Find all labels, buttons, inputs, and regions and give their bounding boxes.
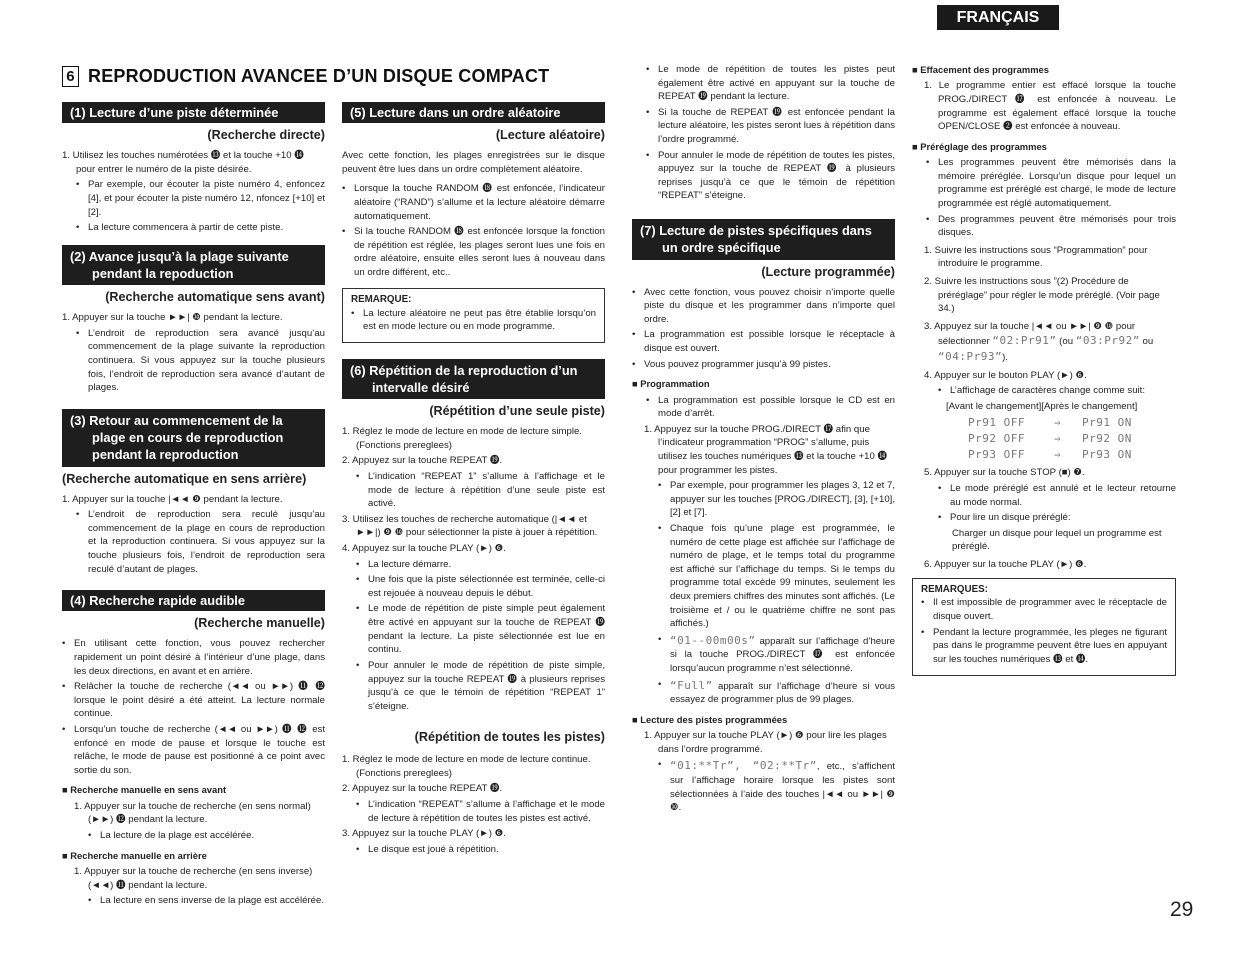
list-item: • La programmation est possible lorsque le réceptacle à disque est ouvert.: [632, 328, 895, 355]
list-item: • En utilisant cette fonction, vous pouvez rechercher rapidement un point désiré à l’intérieur d’une plage, dans les deux directions, en avant et en arrière.: [62, 637, 325, 678]
list-item: 1. Réglez le mode de lecture en mode de lecture simple. (Fonctions prereglees): [342, 426, 582, 451]
list-item: • Les programmes peuvent être mémorisés dans la mémoire préréglée. Lorsqu’un disque pour lequel un programme est préréglé est chargé, le mode de lecture programmée est réglé automatiquement.: [912, 156, 1176, 210]
page-number: 29: [1170, 898, 1194, 921]
list-item: • Le disque est joué à répétition.: [342, 843, 605, 857]
list-item: 6. Appuyer sur la touche PLAY (►) ❻.: [924, 558, 1087, 570]
section-7-subtitle: (Lecture programmée): [761, 264, 895, 279]
section-title: REPRODUCTION AVANCEE D’UN DISQUE COMPACT: [88, 66, 550, 86]
list-item: • “01--00m00s” apparaît sur l’affichage d’heure si la touche PROG./DIRECT ⓱ est enfoncée lorsqu’aucun programme n’est sélectionné.: [644, 633, 895, 676]
list-item: • Par exemple, our écouter la piste numéro 4, enfoncez [4], et pour écouter la piste numéro 12, nfoncez [+10] et [2].: [62, 178, 325, 219]
column-2: [342, 102, 605, 858]
notes-title: REMARQUES:: [921, 583, 988, 595]
list-item: • Relâcher la touche de recherche (◄◄ ou ►►) ⓫ ⓬ lorsque le point désiré a été atteint. La lecture normale continue.: [62, 680, 325, 721]
list-item: 1. Appuyer sur la touche |◄◄ ❾ pendant la lecture.: [62, 493, 283, 505]
list-item: • La lecture aléatoire ne peut pas être établie lorsqu’on est en mode lecture ou en mode programme.: [351, 307, 596, 334]
section-2-heading: (2) Avance jusqu’à la plage suivante pendant la repoduction: [62, 245, 325, 286]
column-4: [912, 63, 1176, 676]
list-item: • Pour lire un disque préréglé:: [924, 511, 1176, 525]
list-item: • L’endroit de reproduction sera reculé jusqu’au commencement de la plage en cours de reproduction et la reproduction continuera. Si vous appuyez sur la touche plusieurs fois, l’endroit de reproduction sera reculé d’autant de plages.: [62, 508, 325, 576]
list-item: • La programmation est possible lorsque le CD est en mode d’arrêt.: [632, 394, 895, 421]
list-item: • Par exemple, pour programmer les plages 3, 12 et 7, appuyer sur les touches [PROG./DIRECT], [3], [+10], [2] et [7].: [644, 479, 895, 520]
list-item: 3. Appuyez sur la touche |◄◄ ou ►►| ❾ ❿ pour sélectionner “02:Pr91” (ou “03:Pr92” ou “04:Pr93”).: [924, 320, 1154, 364]
subheading: ■ Lecture des pistes programmées: [632, 713, 895, 726]
list-item: • Le mode de répétition de piste simple peut également être activé en appuyant sur la touche de REPEAT ⓳ pendant la lecture. La piste sélectionnée est lue en continu.: [342, 602, 605, 656]
list-item: 1. Appuyer sur la touche de recherche (en sens inverse) (◄◄) ⓫ pendant la lecture.: [74, 865, 313, 891]
list-item: 1. Réglez le mode de lecture en mode de lecture continue. (Fonctions prereglees): [342, 754, 591, 779]
section-4-subtitle: (Recherche manuelle): [194, 616, 325, 631]
list-item: • Une fois que la piste sélectionnée est terminée, celle-ci est rejouée à nouveau depuis le début.: [342, 573, 605, 600]
subheading: ■ Programmation: [632, 377, 895, 390]
page-title: [62, 64, 622, 90]
section-3-heading: (3) Retour au commencement de la plage en cours de reproduction pendant la reproduction: [62, 409, 325, 467]
paragraph: Avec cette fonction, les plages enregistrées sur le disque peuvent être lues dans un ordre complètement aléatoire.: [342, 150, 605, 175]
list-item: • Vous pouvez programmer jusqu’à 99 pistes.: [632, 358, 895, 372]
list-item: Charger un disque pour lequel un programme est préréglé.: [952, 527, 1162, 553]
list-item: 4. Appuyez sur la touche PLAY (►) ❻.: [342, 543, 506, 555]
subheading: ■ Recherche manuelle en arrière: [62, 849, 325, 862]
list-item: • La lecture démarre.: [342, 558, 605, 572]
list-item: • Des programmes peuvent être mémorisés pour trois disques.: [912, 213, 1176, 240]
list-item: • L’indication “REPEAT 1” s’allume à l’affichage et le mode de lecture à répétition d’une seule piste est activé.: [342, 470, 605, 511]
list-item: 1. Appuyer sur la touche PLAY (►) ❻ pour lire les plages dans l’ordre programmé.: [644, 730, 887, 755]
section-6-subtitle: (Répétition d’une seule piste): [429, 404, 605, 419]
list-item: • Pendant la lecture programmée, les pleges ne figurant pas dans le programme peuvent être lues en appuyant sur les touches numériques ⓭ et ⓮.: [921, 626, 1167, 667]
list-item: 1. Utilisez les touches numérotées ⓭ et la touche +10 ⓮ pour entrer le numéro de la piste désirée.: [62, 150, 304, 175]
section-1-subtitle: (Recherche directe): [207, 128, 325, 143]
list-item: • Lorsqu’un touche de recherche (◄◄ ou ►►) ⓫ ⓬ est enfoncé en mode de pause et lorsque le touche est relâche, le mode de pause est positionné à ce point avec sortie du son.: [62, 723, 325, 777]
lcd-text: “01--00m00s”: [670, 633, 756, 647]
list-item: • “Full” apparaît sur l’affichage d’heure si vous essayez de programmer plus de 99 plages.: [644, 678, 895, 707]
note-box: [342, 288, 605, 343]
list-item: • Chaque fois qu’une plage est programmée, le numéro de cette plage est affichée sur l’affichage de numéro de plage, et le temps total du programme est affiché sur l’affichage du temps. Si le temps du programme total excède 99 minutes, seulement les deux premiers chiffres des minutes sont affichés. (Le troisième et / ou le quatrième chiffre ne sont pas affichés.): [644, 522, 895, 631]
list-item: 4. Appuyer sur le bouton PLAY (►) ❻.: [924, 369, 1087, 381]
list-item: 1. Le programme entier est effacé lorsque la touche PROG./DIRECT ⓱ est enfoncée à nouveau. Le programme est également effacé lorsque la touche OPEN/CLOSE ❷ est enfoncée à nouveau.: [924, 80, 1176, 133]
list-item: 1. Suivre les instructions sous “Programmation” pour introduire le programme.: [924, 244, 1148, 270]
list-item: • Le mode de répétition de toutes les pistes peut également être activé en appuyant sur la touche de REPEAT ⓳ pendant la lecture.: [632, 63, 895, 104]
subheading: ■ Préréglage des programmes: [912, 140, 1176, 153]
section-2-subtitle: (Recherche automatique sens avant): [105, 290, 325, 305]
section-3-subtitle: (Recherche automatique en sens arrière): [62, 471, 307, 486]
section-5-subtitle: (Lecture aléatoire): [495, 128, 605, 143]
list-item: • Pour annuler le mode de répétition de toutes les pistes, appuyez sur la touche de REPEAT ⓳ à plusieurs reprises jusqu’à ce que le témoin de répétition “REPEAT” s’éteigne.: [632, 149, 895, 203]
list-item: 5. Appuyer sur la touche STOP (■) ❼.: [924, 467, 1085, 479]
language-tab: FRANÇAIS: [937, 5, 1059, 30]
section-6b-subtitle: (Répétition de toutes les pistes): [414, 730, 605, 745]
list-item: 2. Suivre les instructions sous ”(2) Procédure de préréglage” pour régler le mode préréglé. (Voir page 34.): [924, 276, 1160, 315]
section-number: 6: [62, 66, 79, 87]
subheading: ■ Recherche manuelle en sens avant: [62, 783, 325, 796]
lcd-text: “01:**Tr”, “02:**Tr”: [670, 759, 817, 773]
list-item: • La lecture en sens inverse de la plage est accélérée.: [74, 894, 325, 908]
lcd-row: Pr91 OFF ⇒ Pr91 ON: [968, 416, 1132, 430]
lcd-text: “Full”: [670, 678, 713, 692]
note-title: REMARQUE:: [351, 293, 412, 305]
column-1: [62, 102, 325, 910]
lcd-text: “02:Pr91”: [992, 334, 1057, 348]
list-item: • Pour annuler le mode de répétition de piste simple, appuyez sur la touche REPEAT ⓳ à plusieurs reprises jusqu’à ce que le témoin de répétition “REPEAT 1” s’éteigne.: [342, 659, 605, 713]
list-item: • Si la touche RANDOM ⓲ est enfoncée lorsque la fonction de répétition est réglée, les plages seront lues une fois en ordre aléatoire, ensuite elles seront lues à nouveau dans un ordre différent, etc..: [342, 225, 605, 279]
list-item: 2. Appuyez sur la touche REPEAT ⓳.: [342, 455, 503, 467]
list-item: • Avec cette fonction, vous pouvez choisir n’importe quelle piste du disque et les programmer dans n’importe quel ordre.: [632, 286, 895, 327]
column-3: [632, 63, 895, 817]
list-item: • “01:**Tr”, “02:**Tr”, etc., s’affichent sur l’affichage horaire lorsque les pistes sont sélectionnées à l’aide des touches |◄◄ ou ►►| ❾ ❿.: [644, 758, 895, 814]
list-item: 1. Appuyer sur la touche de recherche (en sens normal) (►►) ⓬ pendant la lecture.: [74, 800, 311, 826]
lcd-row: Pr93 OFF ⇒ Pr93 ON: [968, 447, 1132, 461]
list-item: • La lecture commencera à partir de cette piste.: [62, 221, 325, 235]
section-6-heading: (6) Répétition de la reproduction d’un intervalle désiré: [342, 359, 605, 400]
list-item: • Lorsque la touche RANDOM ⓲ est enfoncée, l’indicateur aléatoire (“RAND”) s’allume et la lecture aléatoire démarre automatiquement.: [342, 182, 605, 223]
list-item: • La lecture de la plage est accélérée.: [74, 829, 325, 843]
list-item: • L’endroit de reproduction sera avancé jusqu’au commencement de la plage suivante la reproduction continuera. Si vous appuyez sur la touche plusieurs fois, l’endroit de reproduction sera avancé d’autant de plages.: [62, 327, 325, 395]
lcd-row: Pr92 OFF ⇒ Pr92 ON: [968, 432, 1132, 446]
caption: [Avant le changement][Après le changement]: [946, 400, 1138, 412]
lcd-table: [968, 415, 1176, 462]
lcd-text: “04:Pr93”: [938, 350, 1003, 364]
list-item: 3. Appuyez sur la touche PLAY (►) ❻.: [342, 828, 506, 840]
list-item: 1. Appuyer sur la touche ►►| ❿ pendant la lecture.: [62, 312, 283, 324]
list-item: • Si la touche de REPEAT ⓳ est enfoncée pendant la lecture aléatoire, les pistes seront lues à répétition dans l’ordre programmé.: [632, 106, 895, 147]
section-4-heading: (4) Recherche rapide audible: [62, 590, 325, 611]
section-1-heading: (1) Lecture d’une piste déterminée: [62, 102, 325, 123]
lcd-text: “03:Pr92”: [1075, 334, 1140, 348]
list-item: 3. Utilisez les touches de recherche automatique (|◄◄ et ►►|) ❾ ❿ pour sélectionner la piste à jouer à répétition.: [342, 513, 598, 539]
section-7-heading: (7) Lecture de pistes spécifiques dans un ordre spécifique: [632, 219, 895, 260]
list-item: 2. Appuyez sur la touche REPEAT ⓳.: [342, 783, 503, 795]
section-5-heading: (5) Lecture dans un ordre aléatoire: [342, 102, 605, 123]
list-item: 1. Appuyez sur la touche PROG./DIRECT ⓱ afin que l’indicateur programmation “PROG” s’allume, puis utilisez les touches numériques ⓭ et la touche +10 ⓮ pour programmer les pistes.: [644, 423, 888, 476]
list-item: • L’indication “REPEAT” s’allume à l’affichage et le mode de lecture à répétition de toutes les pistes est activé.: [342, 798, 605, 825]
list-item: • Il est impossible de programmer avec le réceptacle de disque ouvert.: [921, 596, 1167, 623]
subheading: ■ Effacement des programmes: [912, 63, 1176, 76]
notes-box: [912, 578, 1176, 676]
list-item: • Le mode préréglé est annulé et le lecteur retourne au mode normal.: [924, 482, 1176, 509]
list-item: • L’affichage de caractères change comme suit:: [924, 384, 1176, 398]
